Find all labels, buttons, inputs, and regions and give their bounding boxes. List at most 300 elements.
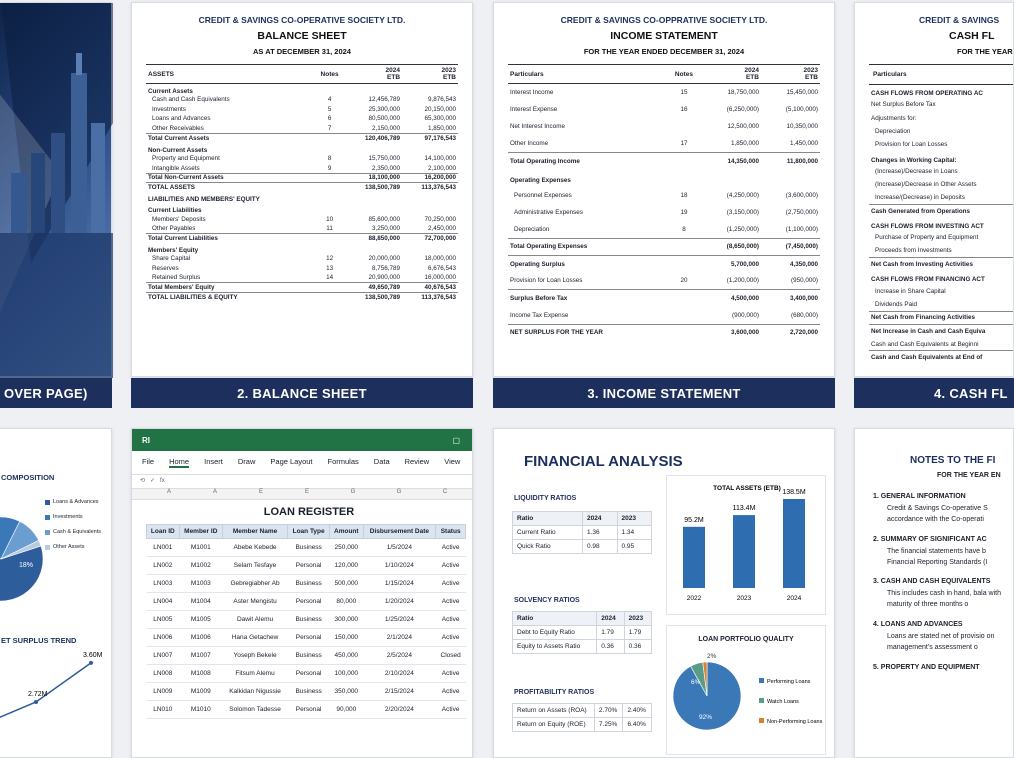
row-value-2024: (8,650,000) [702,238,761,255]
loan-row[interactable] [147,647,466,665]
statement-row [869,245,1013,258]
loan-cell[interactable]: M1004 [179,593,222,611]
row-value-2023: 2,450,000 [427,224,456,232]
loan-cell[interactable]: M1010 [179,701,222,719]
row-value-2023: 6,676,543 [427,265,456,273]
loan-cell[interactable]: M1006 [179,629,222,647]
ratio-header-row [513,612,652,626]
row-label: Cash and Cash Equivalents at End of [869,351,1013,364]
legend-item [45,529,113,535]
row-notes: 12 [326,255,334,263]
row-notes: 6 [327,115,332,123]
ratio-row [513,640,652,654]
notes-title: NOTES TO THE FI [910,455,996,466]
column-header: Notes [314,65,346,84]
liquidity-table [512,511,652,554]
loan-cell[interactable]: Active [436,611,466,629]
loan-cell[interactable]: 80,000 [330,593,363,611]
notes-list [855,493,1013,671]
row-value-2023: 9,876,543 [427,96,456,104]
statement-row [146,173,458,183]
loan-cell[interactable]: Business [288,539,330,557]
row-label: Cash Generated from Operations [869,205,1013,218]
statement-row [146,243,458,254]
row-value-2024: 3,250,000 [372,224,401,232]
company-name: CREDIT & SAVINGS CO-OPPRATIVE SOCIETY LTD. [560,15,768,25]
row-value-2023: 2,100,000 [427,164,456,172]
x-tick-label: 2023 [736,595,752,602]
loan-cell[interactable]: LN004 [147,593,180,611]
row-notes [314,192,346,203]
loan-cell[interactable]: Active [436,539,466,557]
loan-cell[interactable]: Active [436,683,466,701]
row-notes [314,173,346,183]
menu-item-file[interactable]: File [142,457,155,466]
loan-row[interactable] [147,629,466,647]
loan-cell[interactable]: M1001 [179,539,222,557]
loan-row[interactable] [147,539,466,557]
loan-cell[interactable]: 2/1/2024 [363,629,436,647]
row-notes: 5 [327,105,332,113]
row-notes: 13 [326,265,334,273]
statement-row [869,138,1013,151]
menu-item-formulas[interactable]: Formulas [327,457,359,466]
row-value-2023: 97,176,543 [402,133,458,143]
row-value-2024: 5,700,000 [702,255,761,272]
loan-cell[interactable]: LN008 [147,665,180,683]
legend-item [45,544,113,550]
loan-cell[interactable]: 1/25/2024 [363,611,436,629]
legend-item [45,499,113,505]
column-header: 2023 ETB [402,65,458,84]
row-label: Members' Deposits [152,215,206,223]
menu-item-home[interactable]: Home [169,457,190,466]
row-notes [314,84,346,96]
column-header: ASSETS [146,65,314,84]
composition-title: COMPOSITION [1,473,55,482]
statement-row [869,112,1013,125]
loan-cell[interactable]: Active [436,701,466,719]
loan-cell[interactable]: 90,000 [330,701,363,719]
statement-row [869,271,1013,284]
bar [733,515,755,588]
row-value-2023: 1,450,000 [789,139,818,147]
loan-cell[interactable]: 1/5/2024 [363,539,436,557]
row-value-2024 [346,84,402,96]
menu-item-data[interactable]: Data [373,457,390,466]
column-header: Particulars [508,65,666,84]
loan-quality-title: LOAN PORTFOLIO QUALITY [698,636,794,643]
ratio-row [513,718,652,732]
loan-cell[interactable]: 100,000 [330,665,363,683]
row-value-2023 [761,169,820,186]
column-letter[interactable]: A [212,489,217,495]
row-label: Total Non-Current Assets [146,173,314,183]
loan-column-header[interactable]: Amount [330,525,363,539]
cash-flow-table [869,85,1013,364]
ratio-cell: 2.40% [623,704,652,718]
loan-cell[interactable]: 500,000 [330,575,363,593]
column-letter[interactable]: E [304,489,309,495]
note-text: Credit & Savings Co-operative S accordance with the Co-operati [887,505,988,523]
statement-row [869,178,1013,191]
window-close-icon[interactable]: ▢ [452,435,460,445]
row-label: Total Current Liabilities [146,234,314,244]
statement-title: BALANCE SHEET [257,30,347,42]
formula-bar[interactable]: ⟲ ✓ fx [132,475,472,489]
balance-sheet-card [131,2,473,377]
loan-cell[interactable]: 2/10/2024 [363,665,436,683]
row-value-2023: 16,000,000 [424,274,456,282]
loan-cell[interactable]: Personal [288,665,330,683]
row-value-2024: (900,000) [731,311,759,319]
loan-cell[interactable]: M1005 [179,611,222,629]
row-notes [666,169,702,186]
loan-cell[interactable]: Business [288,611,330,629]
loan-cell[interactable]: LN002 [147,557,180,575]
analysis-title: FINANCIAL ANALYSIS [524,453,683,470]
legend-swatch [759,718,764,723]
statement-row [146,293,458,303]
row-label: Net Cash from Investing Activities [869,258,1013,271]
row-notes [314,243,346,254]
row-value-2024: 4,500,000 [702,290,761,307]
row-label: Net Cash from Financing Activities [869,311,1013,324]
loan-cell[interactable]: LN010 [147,701,180,719]
row-value-2023: 113,376,543 [402,183,458,193]
row-label: Increase in Share Capital [875,287,946,295]
row-value-2024: 80,500,000 [368,115,401,123]
statement-row [508,307,820,324]
column-letter[interactable]: C [442,489,448,495]
row-value-2024: 14,350,000 [702,152,761,169]
row-value-2024 [346,143,402,154]
composition-slice-label: 18% [19,562,34,569]
company-name: CREDIT & SAVINGS CO-OPERATIVE SOCIETY LTD. [198,15,406,25]
column-header: 2024 ETB [702,65,761,84]
statement-row [869,151,1013,164]
row-value-2023 [402,84,458,96]
loan-row[interactable] [147,593,466,611]
ratio-cell: Quick Ratio [513,540,583,554]
ratio-header: 2023 [617,512,652,526]
loan-row[interactable] [147,575,466,593]
profitability-table [512,703,652,732]
notes-card [854,428,1014,758]
loan-cell[interactable]: Business [288,575,330,593]
row-notes: 16 [680,105,688,113]
loan-cell[interactable]: 350,000 [330,683,363,701]
loan-quality-pie-chart [667,644,827,754]
ratio-header: 2024 [597,612,624,626]
loan-cell[interactable]: Abebe Kebede [222,539,287,557]
row-value-2024 [346,243,402,254]
loan-cell[interactable]: LN001 [147,539,180,557]
loan-cell[interactable]: 1/15/2024 [363,575,436,593]
legend-label: Watch Loans [767,699,799,705]
legend-swatch [759,698,764,703]
loan-cell[interactable]: M1008 [179,665,222,683]
notes-subtitle: FOR THE YEAR EN [937,472,1001,479]
loan-cell[interactable]: M1003 [179,575,222,593]
loan-cell[interactable]: 250,000 [330,539,363,557]
row-label: Members' Equity [148,247,199,255]
statement-subtitle: FOR THE YEAR ENDED DECEMBER 31, 2024 [583,47,745,56]
loan-cell[interactable]: LN006 [147,629,180,647]
loan-cell[interactable]: Personal [288,701,330,719]
column-header: Notes [666,65,702,84]
row-label: CASH FLOWS FROM INVESTING ACT [871,223,984,231]
row-label: (Increase)/Decrease in Loans [875,167,958,175]
trend-point [89,661,93,665]
ratio-header-row [513,512,652,526]
loan-row[interactable] [147,665,466,683]
loan-cell[interactable]: Business [288,683,330,701]
loan-cell[interactable]: Dawit Alemu [222,611,287,629]
total-assets-chart-panel [666,475,826,615]
statement-row [508,101,820,118]
row-value-2024: 20,000,000 [368,255,401,263]
row-value-2023: 20,150,000 [424,105,456,113]
ratio-cell: Return on Equity (ROE) [513,718,595,732]
note-heading: 4. LOANS AND ADVANCES [873,621,963,629]
row-label: Other Payables [152,224,196,232]
loan-column-header[interactable]: Disbursement Date [363,525,436,539]
ratio-cell: Current Ratio [513,526,583,540]
row-label: Depreciation [514,225,550,233]
row-notes: 8 [327,155,332,163]
column-letter[interactable]: E [258,489,263,495]
legend-label: Loans & Advances [53,499,99,505]
loan-register-table [146,524,466,719]
loan-cell[interactable]: M1007 [179,647,222,665]
row-value-2024: 138,500,789 [346,293,402,303]
row-notes: 10 [326,215,334,223]
cash-flow-header: Particulars [869,64,1013,85]
row-label: CASH FLOWS FROM OPERATING AC [871,90,983,98]
cover-page-card [0,2,112,377]
statement-row [146,124,458,134]
loan-row[interactable] [147,557,466,575]
loan-cell[interactable]: Personal [288,593,330,611]
row-value-2024: (3,150,000) [726,208,759,216]
note-heading: 5. PROPERTY AND EQUIPMENT [873,663,980,671]
loan-cell[interactable]: Personal [288,629,330,647]
menu-item-draw[interactable]: Draw [237,457,256,466]
bar-value-label: 95.2M [684,516,704,524]
row-notes [666,152,702,169]
statement-row [508,204,820,221]
loan-cell[interactable]: 2/15/2024 [363,683,436,701]
loan-column-header[interactable]: Member Name [222,525,287,539]
row-label: Property and Equipment [152,155,220,163]
statement-row [146,254,458,264]
row-value-2023: 16,200,000 [402,173,458,183]
loan-cell[interactable]: Closed [436,647,466,665]
row-value-2023: (3,600,000) [785,191,818,199]
loan-cell[interactable]: 2/5/2024 [363,647,436,665]
row-label: Total Operating Expenses [508,238,666,255]
loan-cell[interactable]: LN003 [147,575,180,593]
loan-cell[interactable]: Personal [288,557,330,575]
ratio-header: 2023 [624,612,651,626]
statement-title: CASH FL [949,30,995,42]
ratio-cell: Debt to Equity Ratio [513,626,597,640]
loan-cell[interactable]: 300,000 [330,611,363,629]
row-value-2024: 18,750,000 [727,88,759,96]
row-value-2024: 20,900,000 [368,274,401,282]
row-label: Interest Expense [510,105,558,113]
loan-column-header[interactable]: Member ID [179,525,222,539]
row-label: Share Capital [152,255,191,263]
row-notes [314,293,346,303]
row-notes: 17 [680,139,688,147]
loan-cell[interactable]: LN009 [147,683,180,701]
statement-row [508,221,820,238]
legend-label: Non-Performing Loans [767,719,823,725]
cash-flow-card [854,2,1014,377]
ratio-cell: 0.36 [624,640,651,654]
loan-cell[interactable]: 1/20/2024 [363,593,436,611]
loan-row[interactable] [147,611,466,629]
row-label: CASH FLOWS FROM FINANCING ACT [871,276,985,284]
row-notes: 8 [682,225,686,233]
row-notes: 14 [326,274,334,282]
row-label: NET SURPLUS FOR THE YEAR [508,324,666,341]
row-label: Income Tax Expense [510,311,569,319]
statement-row [869,98,1013,111]
loan-cell[interactable]: 2/20/2024 [363,701,436,719]
loan-cell[interactable]: 1/10/2024 [363,557,436,575]
loan-cell[interactable]: LN005 [147,611,180,629]
menu-item-page-layout[interactable]: Page Layout [270,457,313,466]
loan-cell[interactable]: 120,000 [330,557,363,575]
row-value-2023: (950,000) [791,277,818,285]
loan-cell[interactable]: M1009 [179,683,222,701]
row-label: Cash and Cash Equivalents [152,96,230,104]
row-value-2024: 18,100,000 [346,173,402,183]
legend-label: Other Assets [53,544,85,550]
loan-cell[interactable]: Active [436,593,466,611]
menu-item-insert[interactable]: Insert [204,457,223,466]
x-tick-label: 2022 [686,595,702,602]
column-letter[interactable]: A [166,489,171,495]
row-label: Surplus Before Tax [508,290,666,307]
row-notes [666,290,702,307]
statement-title: INCOME STATEMENT [610,30,718,42]
row-notes: 19 [680,208,688,216]
column-header: 2024 ETB [346,65,402,84]
loan-cell[interactable]: Yoseph Bekele [222,647,287,665]
solvency-table [512,611,652,654]
loan-cell[interactable]: Business [288,647,330,665]
loan-cell[interactable]: Active [436,575,466,593]
row-label: Other Receivables [152,124,204,132]
loan-cell[interactable]: 450,000 [330,647,363,665]
row-label: Current Assets [148,88,193,95]
loan-cell[interactable]: Active [436,629,466,647]
row-label: Investments [152,105,186,113]
row-value-2023: 14,100,000 [424,155,456,163]
row-label: Adjustments for: [871,114,917,122]
bar-value-label: 138.5M [782,488,806,496]
column-letter[interactable]: G [396,489,402,495]
row-value-2023: (680,000) [791,311,818,319]
loan-column-header[interactable]: Loan Type [288,525,330,539]
row-value-2023: 65,300,000 [424,115,456,123]
column-letter[interactable]: G [350,489,356,495]
loan-cell[interactable]: Aster Mengistu [222,593,287,611]
chart-title: TOTAL ASSETS (ETB) [713,485,781,492]
statement-row [146,133,458,143]
row-label: Other Income [510,139,549,147]
legend-swatch [45,545,50,550]
row-value-2024: 15,750,000 [368,155,401,163]
column-header-row [132,489,472,500]
loan-cell[interactable]: Fitsum Alemu [222,665,287,683]
loan-cell[interactable]: Hana Getachew [222,629,287,647]
statement-row [146,283,458,293]
menu-item-view[interactable]: View [444,457,461,466]
row-notes [666,307,702,324]
row-value-2024: 85,600,000 [368,215,401,223]
statement-row [869,258,1013,271]
legend-label: Performing Loans [767,679,811,685]
row-label: Dividends Paid [875,300,918,308]
row-value-2024: (4,250,000) [726,191,759,199]
row-value-2024 [702,169,761,186]
loan-cell[interactable]: Active [436,665,466,683]
loan-cell[interactable]: M1002 [179,557,222,575]
row-value-2024: 12,500,000 [727,122,759,130]
loan-row[interactable] [147,701,466,719]
row-value-2023: 11,800,000 [761,152,820,169]
loan-cell[interactable]: Solomon Tadesse [222,701,287,719]
row-notes: 11 [326,224,333,232]
loan-row[interactable] [147,683,466,701]
row-label: Current Liabilities [148,207,202,215]
loan-cell[interactable]: 150,000 [330,629,363,647]
loan-column-header[interactable]: Loan ID [147,525,180,539]
loan-cell[interactable]: Selam Tesfaye [222,557,287,575]
statement-row [508,238,820,255]
row-notes [666,324,702,341]
row-label: Total Members' Equity [146,283,314,293]
row-value-2023: 2,720,000 [761,324,820,341]
statement-row [869,191,1013,204]
cover-skyline-image [0,3,113,378]
loan-cell[interactable]: Kalkidan Nigussie [222,683,287,701]
statement-row [869,85,1013,98]
statement-row [146,114,458,124]
statement-row [146,214,458,224]
row-value-2023: 10,350,000 [786,122,818,130]
menu-item-review[interactable]: Review [404,457,430,466]
income-statement-banner: 3. INCOME STATEMENT [493,378,835,408]
row-label: Loans and Advances [152,115,211,123]
company-name: CREDIT & SAVINGS [919,15,1000,25]
loan-column-header[interactable]: Status [436,525,466,539]
row-notes [666,118,702,135]
loan-cell[interactable]: LN007 [147,647,180,665]
loan-cell[interactable]: Active [436,557,466,575]
loan-cell[interactable]: Gebregiabher Ab [222,575,287,593]
row-notes [666,238,702,255]
statement-row [146,154,458,164]
ratio-cell: 6.40% [623,718,652,732]
row-label: Personnel Expenses [514,191,572,199]
statement-row [869,324,1013,337]
